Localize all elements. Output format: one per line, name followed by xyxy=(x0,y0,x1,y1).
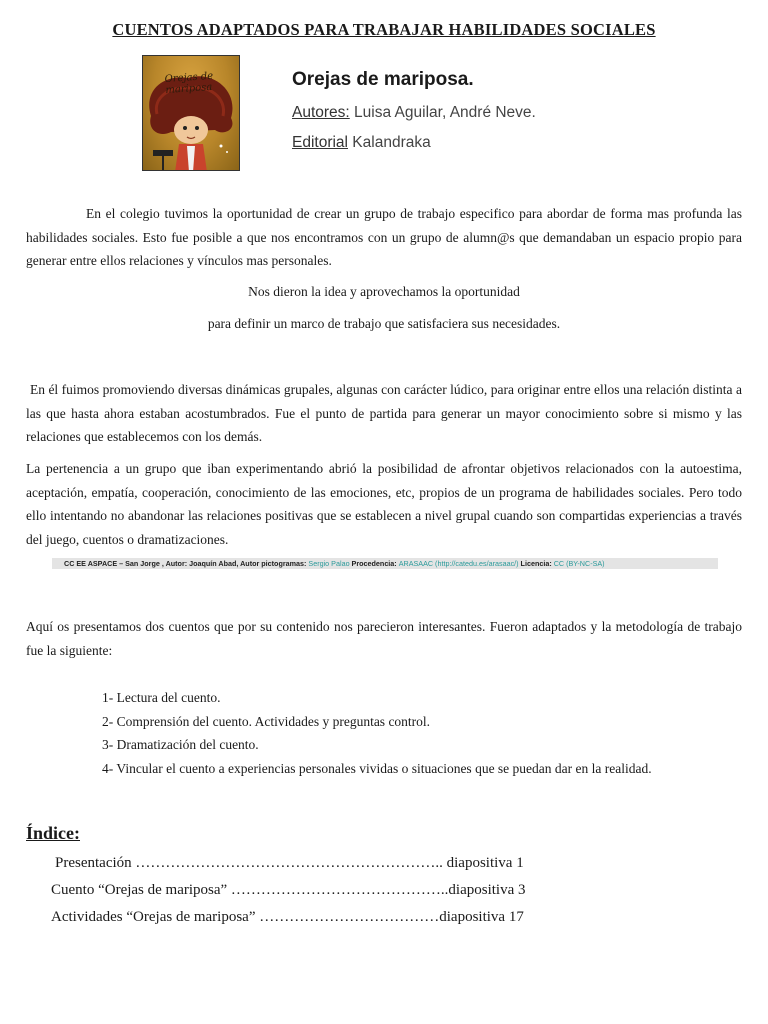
authors-line xyxy=(292,104,536,122)
intro-center-line-1: Nos dieron la idea y aprovechamos la oportunidad xyxy=(248,284,520,299)
method-step: 3- Dramatización del cuento. xyxy=(102,737,259,752)
intro-paragraph-1: En el colegio tuvimos la oportunidad de crear un grupo de trabajo especifico para abordar de forma mas profunda las habilidades sociales. Esto fue posible a que nos encontramos con un grupo de alumn@s que demandaban un espacio propio para generar entre ellos relaciones y vínculos mas personales. xyxy=(26,206,742,268)
authors-label: Autores: xyxy=(292,104,350,121)
index-entry-cuento[interactable]: Cuento “Orejas de mariposa” ……………………………………..diapositiva 3 xyxy=(51,882,526,898)
method-step: 1- Lectura del cuento. xyxy=(102,690,221,705)
book-cover-image xyxy=(142,55,240,171)
credit-text-2: Procedencia: xyxy=(349,559,399,568)
source-link[interactable]: ARASAAC xyxy=(398,559,434,568)
index-title: Índice: xyxy=(26,823,80,843)
intro-paragraph-3: La pertenencia a un grupo que iban experimentando abrió la posibilidad de afrontar objetivos relacionados con la autoestima, aceptación, empatía, cooperación, conocimiento de las emociones, etc, propios de un programa de habilidades sociales. Pero todo ello intentando no abandonar las relaciones positivas que se establecen a nivel grupal cuando son compartidas experiencias a través del juego, cuentos o dramatizaciones. xyxy=(26,461,742,547)
authors-value: Luisa Aguilar, André Neve. xyxy=(349,104,536,121)
intro-paragraph-2: En él fuimos promoviendo diversas dinámicas grupales, algunas con carácter lúdico, para originar entre ellos una relación distinta a las que hasta ahora estaban acostumbrados. Fue el punto de partida para generar un mayor conocimiento sobre si mismo y las relaciones que establecemos con los demás. xyxy=(26,382,742,444)
index-entry-actividades[interactable]: Actividades “Orejas de mariposa” ………………………………diapositiva 17 xyxy=(51,909,524,925)
publisher-label: Editorial xyxy=(292,134,348,151)
credit-text-1: CC EE ASPACE – San Jorge , Autor: Joaquín Abad, Autor pictogramas: xyxy=(64,559,309,568)
index-entry-presentacion[interactable]: Presentación …………………………………………………….. diapositiva 1 xyxy=(55,855,524,871)
method-step: 4- Vincular el cuento a experiencias personales vividas o situaciones que se puedan dar en la realidad. xyxy=(102,760,652,776)
publisher-line xyxy=(292,134,431,152)
method-steps-list xyxy=(102,686,652,780)
license-link[interactable]: CC (BY-NC-SA) xyxy=(553,559,605,568)
pictogram-author-link[interactable]: Sergio Palao xyxy=(308,559,350,568)
publisher-value: Kalandraka xyxy=(348,134,431,151)
intro-center-line-2: para definir un marco de trabajo que satisfaciera sus necesidades. xyxy=(207,316,561,331)
credit-bar xyxy=(52,558,718,569)
source-url-link[interactable]: (http://catedu.es/arasaac/) xyxy=(433,559,519,568)
method-intro-paragraph: Aquí os presentamos dos cuentos que por su contenido nos parecieron interesantes. Fueron adaptados y la metodología de trabajo fue la siguiente: xyxy=(26,619,742,658)
book-title: Orejas de mariposa. xyxy=(292,69,474,90)
credit-text-3: Licencia: xyxy=(518,559,554,568)
method-step: 2- Comprensión del cuento. Actividades y preguntas control. xyxy=(102,713,431,729)
cover-title-text: Orejas de mariposa xyxy=(164,70,214,97)
document-title: CUENTOS ADAPTADOS PARA TRABAJAR HABILIDADES SOCIALES xyxy=(112,20,656,39)
